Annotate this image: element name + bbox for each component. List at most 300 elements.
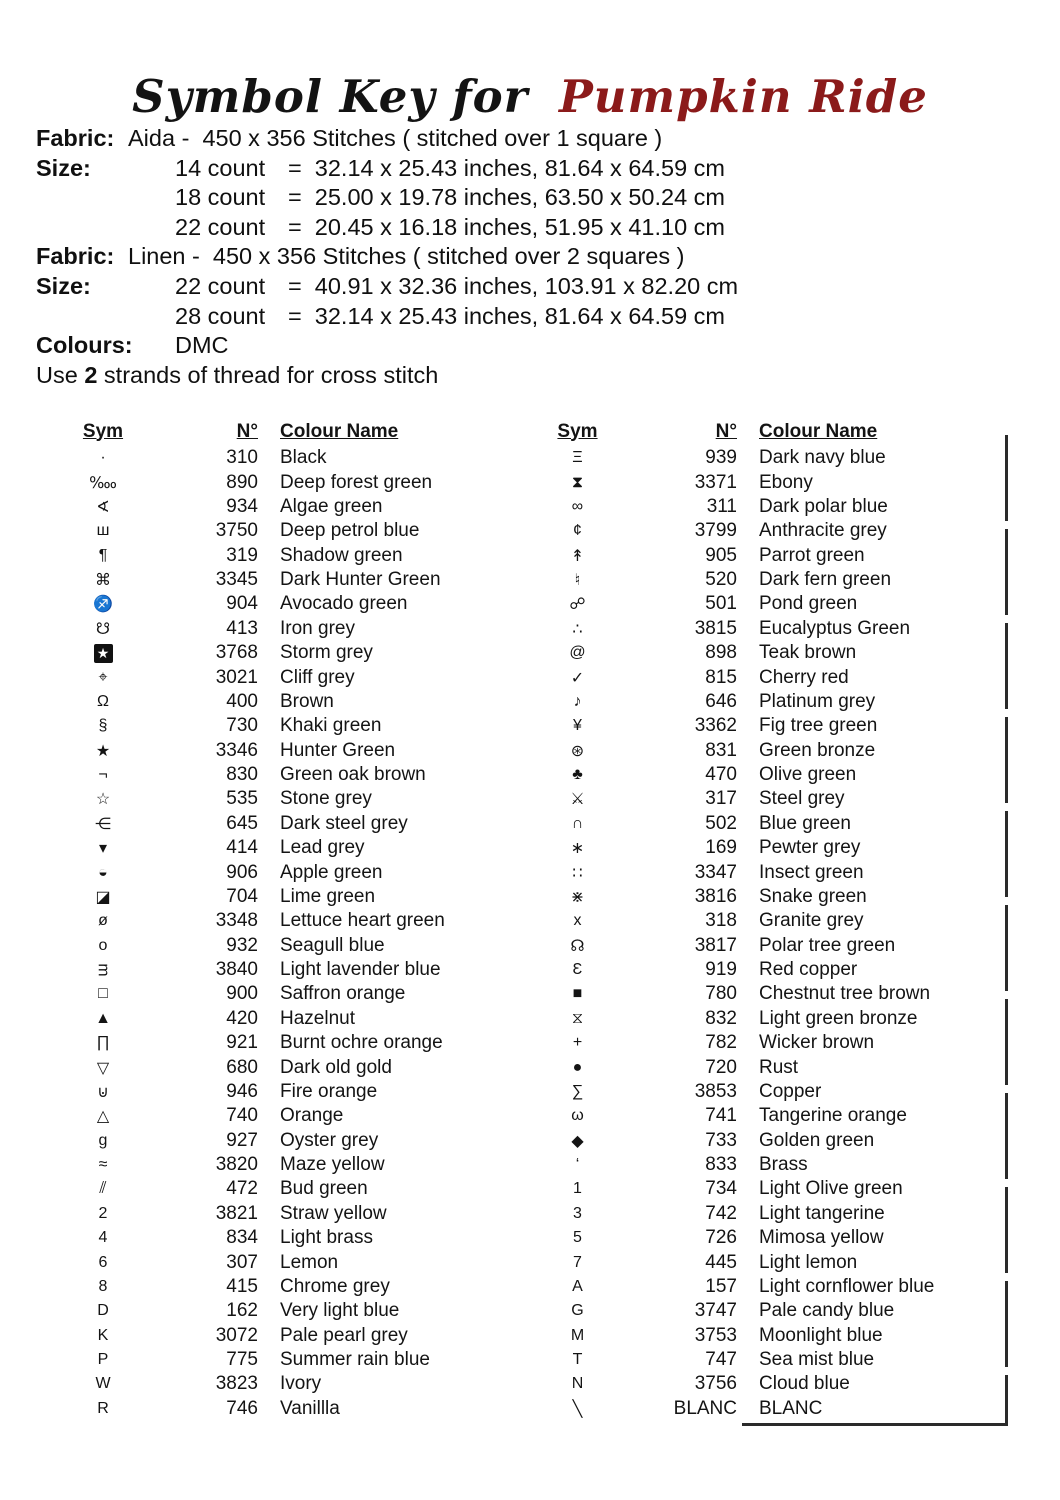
dmc-number: 780 xyxy=(705,983,737,1005)
dmc-number: 3347 xyxy=(694,861,737,883)
stitch-symbol: g xyxy=(98,1131,108,1149)
dmc-number: 3815 xyxy=(694,617,737,639)
table-header-row xyxy=(64,417,516,446)
symbol-cell xyxy=(540,1131,615,1151)
stitch-symbol: ◆ xyxy=(571,1132,584,1150)
symbol-row xyxy=(64,1031,516,1055)
colour-name: Mimosa yellow xyxy=(759,1227,884,1249)
info-label xyxy=(36,302,175,332)
dmc-number: 730 xyxy=(226,715,258,737)
dmc-number: 782 xyxy=(705,1032,737,1054)
dmc-number: 704 xyxy=(226,885,258,907)
title-pattern-name: Pumpkin Ride xyxy=(558,70,928,123)
colour-name: Apple green xyxy=(280,861,383,883)
stitch-symbol: ☋ xyxy=(95,620,111,638)
symbol-cell xyxy=(64,497,142,517)
colour-name: Granite grey xyxy=(759,910,864,932)
stitch-symbol: ■ xyxy=(572,985,583,1003)
colour-name: Summer rain blue xyxy=(280,1349,430,1371)
stitch-symbol: + xyxy=(572,1034,583,1052)
symbol-cell xyxy=(64,789,142,809)
symbol-row xyxy=(64,446,516,470)
colour-name: Lettuce heart green xyxy=(280,910,445,932)
symbol-row xyxy=(64,860,516,884)
colour-name: Red copper xyxy=(759,959,858,981)
stitch-symbol: M xyxy=(570,1326,585,1344)
info-text: = 32.14 x 25.43 inches, 81.64 x 64.59 cm xyxy=(288,154,725,181)
info-text: = 32.14 x 25.43 inches, 81.64 x 64.59 cm xyxy=(288,302,725,329)
key-table-left xyxy=(64,417,516,1421)
stitch-symbol: K xyxy=(97,1326,109,1344)
dmc-number: 898 xyxy=(705,642,737,664)
symbol-row xyxy=(64,982,516,1006)
stitch-symbol: 3 xyxy=(573,1204,582,1222)
dmc-number: 890 xyxy=(226,471,258,493)
dmc-number: 3348 xyxy=(215,910,258,932)
info-count: 28 count xyxy=(175,302,266,329)
dmc-number: 3362 xyxy=(694,715,737,737)
dmc-number: 317 xyxy=(705,788,737,810)
colour-name: Pond green xyxy=(759,593,858,615)
symbol-row xyxy=(540,982,1002,1006)
stitch-symbol: ⊛ xyxy=(570,742,585,760)
stitch-symbol: □ xyxy=(98,985,108,1003)
key-table-right xyxy=(540,417,1002,1421)
dmc-number: 3817 xyxy=(694,934,737,956)
dmc-number: 939 xyxy=(705,447,737,469)
colour-name: Ivory xyxy=(280,1373,322,1395)
symbol-row xyxy=(64,1324,516,1348)
stitch-symbol: ∑ xyxy=(571,1082,584,1100)
stitch-symbol: A xyxy=(572,1277,583,1295)
symbol-row xyxy=(64,1372,516,1396)
symbol-cell xyxy=(64,1034,142,1052)
colour-name: Light lavender blue xyxy=(280,959,441,981)
dmc-number: 3072 xyxy=(215,1324,258,1346)
header-number: N° xyxy=(715,420,737,442)
dmc-number: 318 xyxy=(705,910,737,932)
colour-name: Lemon xyxy=(280,1251,339,1273)
stitch-symbol: ‱ xyxy=(89,474,117,492)
dmc-number: 311 xyxy=(706,495,737,517)
dmc-number: 3820 xyxy=(215,1154,258,1176)
info-count: 18 count xyxy=(175,184,266,211)
stitch-symbol: ¶ xyxy=(98,546,108,564)
symbol-row xyxy=(64,1202,516,1226)
stitch-symbol: § xyxy=(98,717,108,735)
stitch-symbol: ш xyxy=(96,522,110,540)
stitch-symbol: ╲ xyxy=(572,1400,583,1418)
symbol-cell xyxy=(540,887,615,907)
dmc-number: 747 xyxy=(705,1349,737,1371)
symbol-cell xyxy=(64,570,142,590)
dmc-number: 3346 xyxy=(215,739,258,761)
colour-name: Sea mist blue xyxy=(759,1349,875,1371)
symbol-cell xyxy=(540,668,615,688)
symbol-cell xyxy=(540,1083,615,1101)
stitch-symbol: 8 xyxy=(98,1277,108,1295)
colour-name: Black xyxy=(280,447,327,469)
stitch-symbol: 6 xyxy=(98,1253,108,1271)
symbol-row xyxy=(64,592,516,616)
stitch-symbol: ⧗ xyxy=(571,473,584,491)
dmc-number: 815 xyxy=(705,666,737,688)
dmc-number: 746 xyxy=(226,1397,258,1419)
symbol-cell xyxy=(64,985,142,1003)
stitch-symbol: ▲ xyxy=(95,1009,111,1027)
dmc-number: 157 xyxy=(705,1275,737,1297)
colour-name: Chestnut tree brown xyxy=(759,983,931,1005)
colour-name: Cherry red xyxy=(759,666,849,688)
symbol-row xyxy=(64,544,516,568)
symbol-row xyxy=(540,739,1002,763)
dmc-number: 831 xyxy=(705,739,737,761)
info-label: Size: xyxy=(36,154,91,181)
page-title xyxy=(0,70,1060,123)
colour-name: Teak brown xyxy=(759,642,857,664)
colour-name: Straw yellow xyxy=(280,1202,387,1224)
colour-name: Golden green xyxy=(759,1129,875,1151)
colour-name: Brass xyxy=(759,1154,808,1176)
stitch-symbol: ▾ xyxy=(98,840,108,858)
colour-name: Parrot green xyxy=(759,544,865,566)
stitch-symbol: 1 xyxy=(573,1180,582,1198)
symbol-cell xyxy=(64,547,142,565)
dmc-number: 726 xyxy=(705,1227,737,1249)
colour-name: Tangerine orange xyxy=(759,1105,907,1127)
stitch-symbol: @ xyxy=(569,644,586,662)
info-label: Fabric: xyxy=(36,243,115,270)
symbol-cell xyxy=(540,619,615,639)
colour-name: Olive green xyxy=(759,764,857,786)
colour-name: Dark fern green xyxy=(759,569,892,591)
symbol-row xyxy=(540,592,1002,616)
info-line xyxy=(36,154,1016,184)
symbol-cell xyxy=(64,717,142,735)
symbol-row xyxy=(64,787,516,811)
info-text: Aida - 450 x 356 Stitches ( stitched over 1 square ) xyxy=(128,125,663,151)
colour-name: Saffron orange xyxy=(280,983,406,1005)
colour-name: Hunter Green xyxy=(280,739,396,761)
symbol-row xyxy=(540,787,1002,811)
symbol-row xyxy=(540,1372,1002,1396)
symbol-row xyxy=(540,690,1002,714)
stitch-symbol: ¢ xyxy=(573,522,582,540)
symbol-cell xyxy=(540,1229,615,1247)
stitch-symbol: ∏ xyxy=(96,1034,110,1052)
symbol-row xyxy=(64,1226,516,1250)
symbol-cell xyxy=(540,1254,615,1272)
stitch-symbol: ø xyxy=(98,912,108,930)
colour-name: Anthracite grey xyxy=(759,520,887,542)
symbol-cell xyxy=(540,936,615,956)
symbol-cell xyxy=(540,449,615,467)
colour-name: Oyster grey xyxy=(280,1129,379,1151)
colour-name: Lead grey xyxy=(280,837,365,859)
title-prefix: Symbol Key for xyxy=(132,70,529,123)
strands-note-pre: Use xyxy=(36,361,85,388)
symbol-row xyxy=(540,812,1002,836)
table-body xyxy=(64,446,516,1421)
symbol-cell xyxy=(64,766,142,784)
symbol-cell xyxy=(540,594,615,614)
colour-name: Orange xyxy=(280,1105,344,1127)
stitch-symbol: R xyxy=(97,1399,109,1417)
colour-name: Hazelnut xyxy=(280,1007,355,1029)
info-label xyxy=(36,213,175,243)
symbol-cell xyxy=(64,1302,142,1320)
symbol-row xyxy=(540,958,1002,982)
symbol-cell xyxy=(64,1106,142,1126)
colour-name: Light lemon xyxy=(759,1251,858,1273)
symbol-cell xyxy=(540,717,615,735)
symbol-row xyxy=(540,544,1002,568)
symbol-row xyxy=(540,641,1002,665)
dmc-number: 319 xyxy=(226,544,258,566)
symbol-cell xyxy=(64,1132,142,1150)
dmc-number: 3756 xyxy=(694,1373,737,1395)
colour-name: Polar tree green xyxy=(759,934,896,956)
page-edge-vertical-rule xyxy=(1005,435,1008,1425)
dmc-number: 414 xyxy=(226,837,258,859)
info-line xyxy=(36,183,1016,213)
symbol-cell xyxy=(64,1205,142,1223)
dmc-number: 445 xyxy=(705,1251,737,1273)
symbol-cell xyxy=(64,1400,142,1418)
symbol-cell xyxy=(64,961,142,979)
symbol-row xyxy=(64,1397,516,1421)
symbol-cell xyxy=(64,449,142,467)
colour-name: Platinum grey xyxy=(759,690,876,712)
stitch-symbol: ⋲ xyxy=(95,815,111,833)
stitch-symbol: N xyxy=(571,1375,584,1393)
stitch-symbol: ∗ xyxy=(570,840,585,858)
dmc-number: 3371 xyxy=(694,471,737,493)
dmc-number: 3799 xyxy=(694,520,737,542)
info-text: = 20.45 x 16.18 inches, 51.95 x 41.10 cm xyxy=(288,213,725,240)
dmc-number: BLANC xyxy=(673,1397,737,1419)
stitch-symbol: ☆ xyxy=(95,791,111,809)
symbol-row xyxy=(540,909,1002,933)
symbol-cell xyxy=(540,912,615,930)
symbol-row xyxy=(540,1202,1002,1226)
dmc-number: 775 xyxy=(226,1349,258,1371)
dmc-number: 535 xyxy=(226,788,258,810)
symbol-row xyxy=(540,1129,1002,1153)
symbol-row xyxy=(540,1104,1002,1128)
symbol-row xyxy=(540,714,1002,738)
symbol-row xyxy=(64,1080,516,1104)
dmc-number: 3816 xyxy=(694,885,737,907)
colour-name: Moonlight blue xyxy=(759,1324,883,1346)
info-line xyxy=(36,331,1016,361)
dmc-number: 906 xyxy=(226,861,258,883)
symbol-row xyxy=(540,446,1002,470)
colour-name: Shadow green xyxy=(280,544,403,566)
dmc-number: 832 xyxy=(705,1007,737,1029)
dmc-number: 3750 xyxy=(215,520,258,542)
symbol-cell xyxy=(540,961,615,979)
symbol-cell xyxy=(64,1156,142,1174)
colour-name: Pale pearl grey xyxy=(280,1324,408,1346)
colour-name: Dark Hunter Green xyxy=(280,569,441,591)
symbol-cell xyxy=(64,912,142,930)
header-sym: Sym xyxy=(82,420,124,442)
symbol-row xyxy=(540,1031,1002,1055)
colour-name: Dark steel grey xyxy=(280,812,408,834)
dmc-number: 162 xyxy=(226,1300,258,1322)
dmc-number: 830 xyxy=(226,764,258,786)
symbol-row xyxy=(540,1153,1002,1177)
stitch-symbol: ↟ xyxy=(570,547,585,565)
dmc-number: 501 xyxy=(705,593,737,615)
symbol-cell xyxy=(540,546,615,566)
stitch-symbol: ◪ xyxy=(95,888,111,906)
stitch-symbol: ★ xyxy=(94,644,113,663)
symbol-cell xyxy=(64,1375,142,1393)
dmc-number: 946 xyxy=(226,1080,258,1102)
colour-name: Chrome grey xyxy=(280,1275,390,1297)
symbol-cell xyxy=(540,1205,615,1223)
symbol-row xyxy=(64,470,516,494)
colour-name: Maze yellow xyxy=(280,1154,385,1176)
symbol-row xyxy=(64,934,516,958)
symbol-row xyxy=(540,1226,1002,1250)
symbol-cell xyxy=(64,1254,142,1272)
stitch-symbol: 5 xyxy=(573,1229,582,1247)
symbol-row xyxy=(540,1397,1002,1421)
stitch-symbol: ♐ xyxy=(93,596,113,614)
info-text: = 25.00 x 19.78 inches, 63.50 x 50.24 cm xyxy=(288,184,725,211)
stitch-symbol: ⋇ xyxy=(570,888,585,906)
symbol-cell xyxy=(540,522,615,540)
symbol-cell xyxy=(64,669,142,687)
symbol-cell xyxy=(64,937,142,955)
symbol-cell xyxy=(64,741,142,761)
colour-name: Pale candy blue xyxy=(759,1300,895,1322)
symbol-row xyxy=(64,909,516,933)
stitch-symbol: 7 xyxy=(573,1253,582,1271)
stitch-symbol: ⫽ xyxy=(99,1180,107,1198)
symbol-row xyxy=(64,1348,516,1372)
stitch-symbol: ● xyxy=(572,1058,583,1076)
stitch-symbol: 2 xyxy=(98,1204,108,1222)
header-number: N° xyxy=(236,420,258,442)
dmc-number: 3021 xyxy=(215,666,258,688)
stitch-symbol: ♪ xyxy=(573,692,582,710)
info-text: = 40.91 x 32.36 inches, 103.91 x 82.20 cm xyxy=(288,272,739,299)
stitch-symbol: ≈ xyxy=(98,1156,108,1174)
stitch-symbol: ◒ xyxy=(98,863,108,881)
stitch-symbol: W xyxy=(95,1375,111,1393)
dmc-number: 3768 xyxy=(215,642,258,664)
stitch-symbol: Ξ xyxy=(572,449,583,467)
info-label xyxy=(36,183,175,213)
info-count: DMC xyxy=(175,332,229,359)
colour-name: Storm grey xyxy=(280,642,373,664)
symbol-cell xyxy=(540,815,615,833)
symbol-row xyxy=(540,495,1002,519)
colour-name: Blue green xyxy=(759,812,851,834)
symbol-cell xyxy=(540,1180,615,1198)
table-header-row xyxy=(540,417,1002,446)
stitch-symbol: △ xyxy=(96,1108,110,1126)
dmc-number: 502 xyxy=(705,812,737,834)
dmc-number: 927 xyxy=(226,1129,258,1151)
info-line xyxy=(36,242,1016,272)
symbol-cell xyxy=(64,619,142,639)
symbol-cell xyxy=(64,887,142,907)
dmc-number: 740 xyxy=(226,1105,258,1127)
symbol-row xyxy=(64,1275,516,1299)
symbol-cell xyxy=(64,1229,142,1247)
symbol-row xyxy=(64,519,516,543)
stitch-symbol: ⊍ xyxy=(97,1083,109,1101)
symbol-row xyxy=(64,714,516,738)
stitch-symbol: ♮ xyxy=(574,572,581,590)
colour-name: Algae green xyxy=(280,495,383,517)
colour-name: Deep petrol blue xyxy=(280,520,420,542)
dmc-number: 645 xyxy=(226,812,258,834)
symbol-cell xyxy=(64,1010,142,1028)
stitch-symbol: ★ xyxy=(95,742,111,760)
info-label: Size: xyxy=(36,272,91,299)
symbol-row xyxy=(64,1177,516,1201)
dmc-number: 3345 xyxy=(215,569,258,591)
strands-note-count: 2 xyxy=(84,361,98,388)
symbol-cell xyxy=(540,570,615,590)
symbol-row xyxy=(540,1299,1002,1323)
symbol-cell xyxy=(64,814,142,834)
dmc-number: 904 xyxy=(226,593,258,615)
symbol-cell xyxy=(64,1327,142,1345)
symbol-cell xyxy=(540,741,615,761)
colour-name: Wicker brown xyxy=(759,1032,875,1054)
dmc-number: 3821 xyxy=(215,1202,258,1224)
symbol-cell xyxy=(540,838,615,858)
symbol-row xyxy=(540,1324,1002,1348)
symbol-row xyxy=(540,519,1002,543)
symbol-row xyxy=(64,763,516,787)
symbol-row xyxy=(540,885,1002,909)
fabric-size-lines xyxy=(36,124,1016,361)
stitch-symbol: G xyxy=(571,1302,584,1320)
colour-name: Khaki green xyxy=(280,715,382,737)
colour-name: Copper xyxy=(759,1080,822,1102)
symbol-row xyxy=(540,617,1002,641)
symbol-cell xyxy=(540,644,615,662)
colour-name: Steel grey xyxy=(759,788,845,810)
stitch-symbol: ☊ xyxy=(570,937,585,955)
symbol-cell xyxy=(64,1278,142,1296)
symbol-cell xyxy=(64,473,142,493)
symbol-cell xyxy=(540,1399,615,1419)
colour-name: Green bronze xyxy=(759,739,876,761)
colour-name: Light Olive green xyxy=(759,1178,903,1200)
info-text: Linen - 450 x 356 Stitches ( stitched over 2 squares ) xyxy=(128,243,685,270)
colour-name: Avocado green xyxy=(280,593,408,615)
symbol-cell xyxy=(64,864,142,882)
stitch-symbol: ⧖ xyxy=(571,1009,584,1027)
colour-name: Seagull blue xyxy=(280,934,385,956)
dmc-number: 742 xyxy=(705,1202,737,1224)
symbol-row xyxy=(64,885,516,909)
dmc-number: 900 xyxy=(226,983,258,1005)
stitch-symbol: ᴟ xyxy=(98,961,108,979)
symbol-row xyxy=(64,1250,516,1274)
symbol-cell xyxy=(540,474,615,492)
stitch-symbol: ☍ xyxy=(569,596,586,614)
